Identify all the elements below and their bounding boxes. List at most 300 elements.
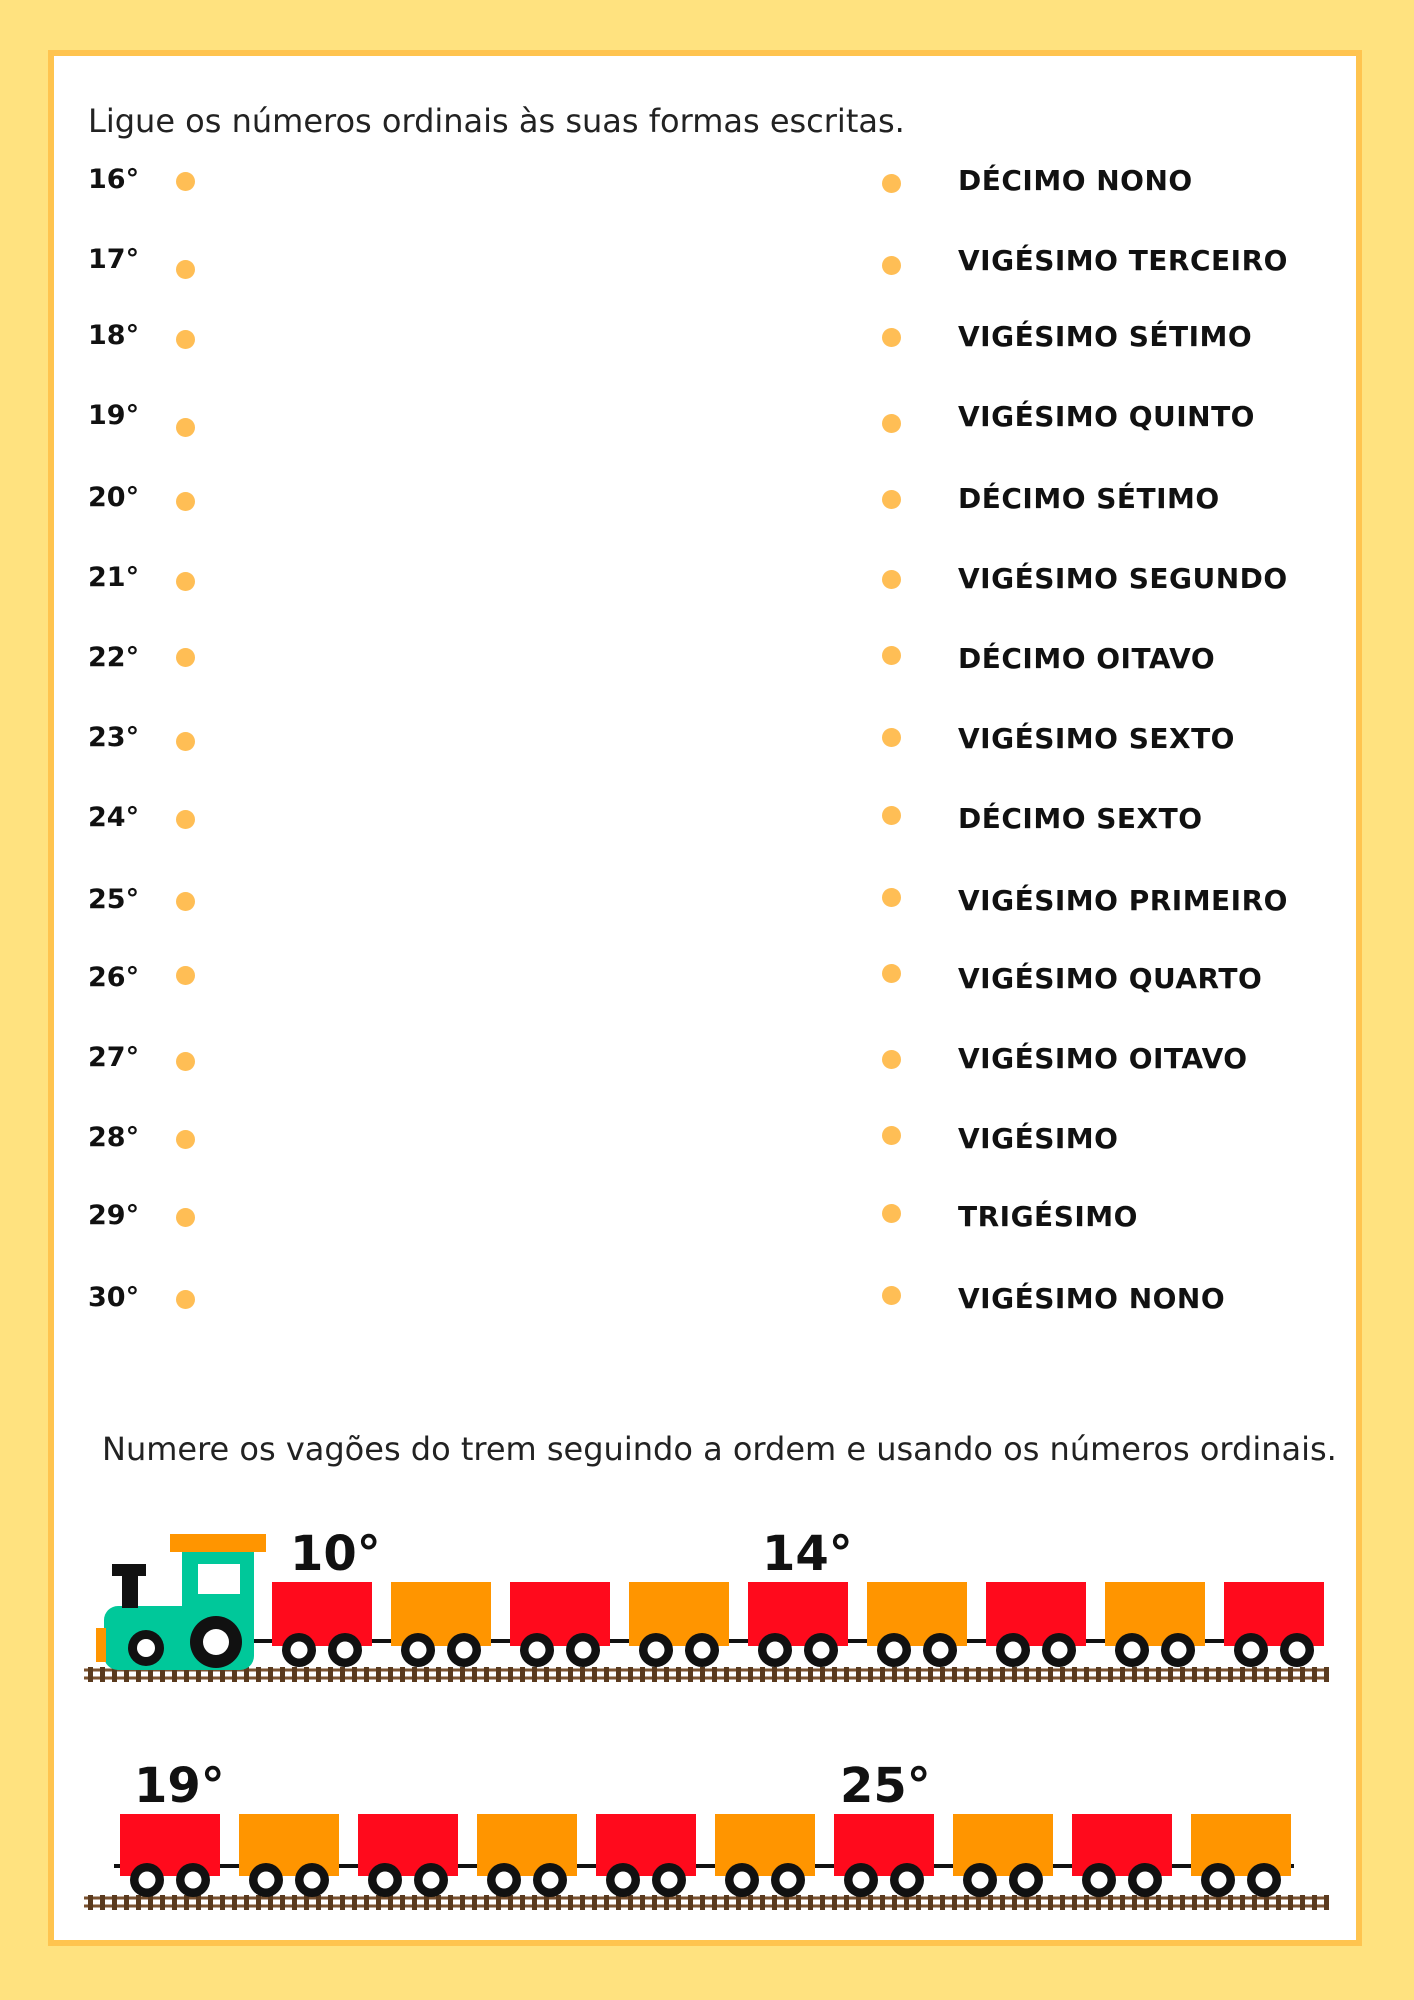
ordinal-word: VIGÉSIMO TERCEIRO — [958, 244, 1288, 277]
rail-tie — [988, 1895, 993, 1910]
rail-tie — [928, 1667, 933, 1682]
rail-tie — [796, 1895, 801, 1910]
rail-tie — [760, 1895, 765, 1910]
rail-tie — [1312, 1895, 1317, 1910]
rail-tie — [892, 1667, 897, 1682]
rail-tie — [280, 1667, 285, 1682]
rail-tie — [1036, 1895, 1041, 1910]
rail-tie — [1000, 1667, 1005, 1682]
rail-tie — [340, 1895, 345, 1910]
rail-tie — [916, 1895, 921, 1910]
rail-tie — [424, 1667, 429, 1682]
rail-tie — [124, 1895, 129, 1910]
chimney — [122, 1574, 138, 1608]
rail-tie — [448, 1667, 453, 1682]
ordinal-number: 25° — [88, 884, 140, 915]
rail-tie — [1048, 1667, 1053, 1682]
rail-tie — [400, 1667, 405, 1682]
rail-tie — [724, 1667, 729, 1682]
ordinal-word: DÉCIMO OITAVO — [958, 642, 1216, 675]
rail-tie — [940, 1895, 945, 1910]
rail-tie — [520, 1667, 525, 1682]
wagon — [510, 1582, 610, 1646]
wheel-hub — [1243, 1642, 1260, 1659]
rail-tie — [1168, 1667, 1173, 1682]
rail-tie — [820, 1895, 825, 1910]
train-2 — [84, 1758, 1329, 1910]
rail-tie — [1144, 1895, 1149, 1910]
rail-tie — [268, 1667, 273, 1682]
rail-tie — [976, 1667, 981, 1682]
wheel-hub — [1018, 1872, 1035, 1889]
train-1 — [84, 1526, 1329, 1682]
rail-tie — [676, 1667, 681, 1682]
rail-tie — [376, 1667, 381, 1682]
wheel-hub — [648, 1642, 665, 1659]
rail-tie — [616, 1895, 621, 1910]
rail-tie — [316, 1667, 321, 1682]
rail-tie — [1060, 1667, 1065, 1682]
rail-tie — [1072, 1895, 1077, 1910]
wagon — [1072, 1814, 1172, 1876]
rail-tie — [1324, 1895, 1329, 1910]
rail-tie — [640, 1895, 645, 1910]
wagon — [358, 1814, 458, 1876]
wheel-hub — [661, 1872, 678, 1889]
wagon — [629, 1582, 729, 1646]
ordinal-number: 28° — [88, 1122, 140, 1153]
rail-tie — [232, 1895, 237, 1910]
ordinal-word: TRIGÉSIMO — [958, 1200, 1138, 1233]
rail-tie — [1192, 1895, 1197, 1910]
rail-tie — [856, 1895, 861, 1910]
rail-tie — [1084, 1895, 1089, 1910]
rail-tie — [388, 1667, 393, 1682]
ordinal-number: 30° — [88, 1282, 140, 1313]
wheel-hub — [1124, 1642, 1141, 1659]
wheel-hub — [337, 1642, 354, 1659]
rail-tie — [772, 1667, 777, 1682]
wagon-label: 14° — [762, 1526, 853, 1582]
rail-tie — [1000, 1895, 1005, 1910]
wheel-hub — [767, 1642, 784, 1659]
rail-tie — [1240, 1667, 1245, 1682]
wheel-hub — [1210, 1872, 1227, 1889]
rail-tie — [244, 1895, 249, 1910]
rail-tie — [256, 1667, 261, 1682]
rail-tie — [916, 1667, 921, 1682]
rail-tie — [136, 1895, 141, 1910]
rail-tie — [784, 1895, 789, 1910]
rail-tie — [508, 1895, 513, 1910]
rail-tie — [100, 1667, 105, 1682]
wheel-hub — [615, 1872, 632, 1889]
rail-tie — [1168, 1895, 1173, 1910]
wagon — [272, 1582, 372, 1646]
rail-tie — [700, 1667, 705, 1682]
rail-tie — [712, 1667, 717, 1682]
rail-tie — [1324, 1667, 1329, 1682]
ordinal-number: 29° — [88, 1200, 140, 1231]
wagon — [1191, 1814, 1291, 1876]
wheel-hub — [1170, 1642, 1187, 1659]
wheel-hub — [456, 1642, 473, 1659]
wheel-hub — [423, 1872, 440, 1889]
rail-tie — [820, 1667, 825, 1682]
rail-tie — [1276, 1895, 1281, 1910]
wheel-hub — [780, 1872, 797, 1889]
wheel-hub — [542, 1872, 559, 1889]
ordinal-number: 16° — [88, 164, 140, 195]
rail-tie — [328, 1895, 333, 1910]
rail-tie — [988, 1667, 993, 1682]
rail-tie — [388, 1895, 393, 1910]
ordinal-number: 21° — [88, 562, 140, 593]
rail-tie — [148, 1895, 153, 1910]
rail-tie — [220, 1895, 225, 1910]
rail-tie — [724, 1895, 729, 1910]
wagon — [715, 1814, 815, 1876]
rail-tie — [532, 1667, 537, 1682]
ordinal-word: DÉCIMO SEXTO — [958, 802, 1203, 835]
wheel-hub — [258, 1872, 275, 1889]
rail-tie — [868, 1895, 873, 1910]
wagon — [748, 1582, 848, 1646]
rail-tie — [1312, 1667, 1317, 1682]
rail-tie — [1132, 1667, 1137, 1682]
wheel-hub — [1256, 1872, 1273, 1889]
rail-tie — [808, 1667, 813, 1682]
ordinal-number: 19° — [88, 400, 140, 431]
rail-tie — [1252, 1667, 1257, 1682]
rail-tie — [1108, 1895, 1113, 1910]
ordinal-number: 17° — [88, 244, 140, 275]
rail-tie — [952, 1667, 957, 1682]
rail-tie — [664, 1667, 669, 1682]
wheel-hub — [853, 1872, 870, 1889]
rail-tie — [844, 1895, 849, 1910]
locomotive-roof — [170, 1534, 266, 1552]
rail-tie — [460, 1667, 465, 1682]
ordinal-number: 18° — [88, 320, 140, 351]
rail-tie — [568, 1667, 573, 1682]
rail-tie — [580, 1895, 585, 1910]
ordinal-word: VIGÉSIMO OITAVO — [958, 1042, 1248, 1075]
rail-tie — [688, 1667, 693, 1682]
rail-tie — [424, 1895, 429, 1910]
ordinal-number: 20° — [88, 482, 140, 513]
rail-tie — [784, 1667, 789, 1682]
ordinal-word: DÉCIMO NONO — [958, 164, 1193, 197]
ordinal-word: VIGÉSIMO NONO — [958, 1282, 1226, 1315]
rail-tie — [1060, 1895, 1065, 1910]
rail-tie — [304, 1895, 309, 1910]
wheel-hub — [886, 1642, 903, 1659]
wheel-hub — [734, 1872, 751, 1889]
rail-tie — [676, 1895, 681, 1910]
rail-tie — [652, 1895, 657, 1910]
rail-tie — [1012, 1667, 1017, 1682]
rail-tie — [1048, 1895, 1053, 1910]
rail-tie — [964, 1667, 969, 1682]
rail-tie — [88, 1667, 93, 1682]
rail-tie — [208, 1895, 213, 1910]
wheel-hub — [529, 1642, 546, 1659]
rail-tie — [364, 1895, 369, 1910]
wagon-label: 25° — [840, 1758, 931, 1814]
rail-tie — [1120, 1895, 1125, 1910]
wheel-hub — [410, 1642, 427, 1659]
rail-tie — [1288, 1895, 1293, 1910]
rail-tie — [88, 1895, 93, 1910]
ordinal-number: 23° — [88, 722, 140, 753]
rail-tie — [1216, 1667, 1221, 1682]
rail-tie — [532, 1895, 537, 1910]
rail-tie — [868, 1667, 873, 1682]
rail-tie — [472, 1667, 477, 1682]
rail-tie — [1180, 1667, 1185, 1682]
rail-tie — [772, 1895, 777, 1910]
rail-tie — [556, 1895, 561, 1910]
wheel-hub — [899, 1872, 916, 1889]
rail-tie — [1072, 1667, 1077, 1682]
rail-tie — [796, 1667, 801, 1682]
wagon-label: 19° — [134, 1758, 225, 1814]
rail-tie — [484, 1667, 489, 1682]
wagon — [120, 1814, 220, 1876]
rail-tie — [1228, 1667, 1233, 1682]
rail-tie — [1012, 1895, 1017, 1910]
rail-tie — [760, 1667, 765, 1682]
ordinal-word: VIGÉSIMO SEGUNDO — [958, 562, 1288, 595]
rail-tie — [244, 1667, 249, 1682]
rail-tie — [628, 1895, 633, 1910]
rail-tie — [1228, 1895, 1233, 1910]
rail-tie — [712, 1895, 717, 1910]
matching-instruction: Ligue os números ordinais às suas formas escritas. — [88, 102, 905, 140]
rail-tie — [544, 1667, 549, 1682]
ordinal-number: 27° — [88, 1042, 140, 1073]
wheel-hub — [932, 1642, 949, 1659]
rail-tie — [1252, 1895, 1257, 1910]
rail-tie — [856, 1667, 861, 1682]
rail-tie — [640, 1667, 645, 1682]
rail-tie — [316, 1895, 321, 1910]
wheel-hub — [813, 1642, 830, 1659]
rail-tie — [100, 1895, 105, 1910]
wagon — [986, 1582, 1086, 1646]
rail-tie — [748, 1895, 753, 1910]
wheel-hub — [1289, 1642, 1306, 1659]
rail-tie — [484, 1895, 489, 1910]
rail-tie — [520, 1895, 525, 1910]
rail-tie — [448, 1895, 453, 1910]
rail-tie — [496, 1895, 501, 1910]
rail-tie — [904, 1895, 909, 1910]
rail-tie — [256, 1895, 261, 1910]
wheel-hub — [1051, 1642, 1068, 1659]
rail-tie — [592, 1895, 597, 1910]
rail-tie — [748, 1667, 753, 1682]
wagon — [953, 1814, 1053, 1876]
rail-tie — [652, 1667, 657, 1682]
rail-tie — [580, 1667, 585, 1682]
rail-tie — [1108, 1667, 1113, 1682]
wheel-hub — [575, 1642, 592, 1659]
rail-tie — [688, 1895, 693, 1910]
rail-tie — [1180, 1895, 1185, 1910]
rail-tie — [1300, 1895, 1305, 1910]
rail-tie — [280, 1895, 285, 1910]
rail-tie — [1192, 1667, 1197, 1682]
rail-tie — [1156, 1895, 1161, 1910]
wagon — [596, 1814, 696, 1876]
rail-tie — [1084, 1667, 1089, 1682]
rail-tie — [364, 1667, 369, 1682]
rail-tie — [412, 1895, 417, 1910]
rail-tie — [184, 1895, 189, 1910]
ordinal-word: VIGÉSIMO — [958, 1122, 1119, 1155]
rail-tie — [328, 1667, 333, 1682]
rail-tie — [1024, 1667, 1029, 1682]
rail-tie — [340, 1667, 345, 1682]
rail-tie — [556, 1667, 561, 1682]
rail-tie — [736, 1667, 741, 1682]
rail-tie — [460, 1895, 465, 1910]
wagon — [391, 1582, 491, 1646]
ordinal-word: VIGÉSIMO QUARTO — [958, 962, 1263, 995]
rail-tie — [1024, 1895, 1029, 1910]
rail-tie — [832, 1667, 837, 1682]
worksheet — [48, 50, 1362, 1946]
wheel-hub — [1005, 1642, 1022, 1659]
rail-tie — [940, 1667, 945, 1682]
ordinal-word: DÉCIMO SÉTIMO — [958, 482, 1220, 515]
train-instruction: Numere os vagões do trem seguindo a ordem e usando os números ordinais. — [102, 1430, 1337, 1468]
rail-tie — [496, 1667, 501, 1682]
ordinal-number: 24° — [88, 802, 140, 833]
rail-tie — [352, 1667, 357, 1682]
rail-tie — [1264, 1895, 1269, 1910]
wheel-hub — [1137, 1872, 1154, 1889]
rail-tie — [508, 1667, 513, 1682]
wheel-hub — [694, 1642, 711, 1659]
rail-tie — [352, 1895, 357, 1910]
wagon-label: 10° — [290, 1526, 381, 1582]
rail-tie — [568, 1895, 573, 1910]
rail-tie — [472, 1895, 477, 1910]
rail-tie — [292, 1895, 297, 1910]
rail-tie — [736, 1895, 741, 1910]
rail-tie — [1132, 1895, 1137, 1910]
wheel-hub — [1091, 1872, 1108, 1889]
rail-tie — [1216, 1895, 1221, 1910]
rail-tie — [292, 1667, 297, 1682]
rail-tie — [1204, 1667, 1209, 1682]
rail-tie — [604, 1667, 609, 1682]
rail-tie — [592, 1667, 597, 1682]
rail-tie — [664, 1895, 669, 1910]
rail-tie — [1264, 1667, 1269, 1682]
rail-tie — [268, 1895, 273, 1910]
rail-tie — [904, 1667, 909, 1682]
rail-tie — [172, 1895, 177, 1910]
rail-tie — [844, 1667, 849, 1682]
rail-tie — [1036, 1667, 1041, 1682]
rail-tie — [928, 1895, 933, 1910]
wheel-hub — [203, 1629, 229, 1655]
locomotive-window — [198, 1564, 240, 1594]
rail-tie — [1096, 1895, 1101, 1910]
ordinal-word: VIGÉSIMO QUINTO — [958, 400, 1255, 433]
rail-tie — [160, 1895, 165, 1910]
wagon — [1105, 1582, 1205, 1646]
rail-tie — [436, 1667, 441, 1682]
rail-tie — [436, 1895, 441, 1910]
rail-tie — [880, 1667, 885, 1682]
wheel-hub — [304, 1872, 321, 1889]
rail-tie — [196, 1895, 201, 1910]
rail-tie — [604, 1895, 609, 1910]
ordinal-word: VIGÉSIMO SÉTIMO — [958, 320, 1253, 353]
rail-tie — [376, 1895, 381, 1910]
rail-tie — [1096, 1667, 1101, 1682]
rail-tie — [628, 1667, 633, 1682]
rail-tie — [808, 1895, 813, 1910]
rail-tie — [400, 1895, 405, 1910]
ordinal-word: VIGÉSIMO SEXTO — [958, 722, 1235, 755]
rail-tie — [112, 1895, 117, 1910]
rail-tie — [832, 1895, 837, 1910]
ordinal-word: VIGÉSIMO PRIMEIRO — [958, 884, 1288, 917]
ordinal-number: 22° — [88, 642, 140, 673]
rail-tie — [892, 1895, 897, 1910]
wheel-hub — [291, 1642, 308, 1659]
wheel-hub — [185, 1872, 202, 1889]
train-exercise — [54, 56, 1356, 1940]
wagon — [239, 1814, 339, 1876]
wheel-hub — [137, 1639, 155, 1657]
wagon — [867, 1582, 967, 1646]
rail-tie — [1204, 1895, 1209, 1910]
rail-tie — [964, 1895, 969, 1910]
rail-tie — [412, 1667, 417, 1682]
bumper — [96, 1628, 106, 1662]
rail-tie — [616, 1667, 621, 1682]
wheel-hub — [139, 1872, 156, 1889]
rail-tie — [1240, 1895, 1245, 1910]
rail-tie — [1288, 1667, 1293, 1682]
wheel-hub — [377, 1872, 394, 1889]
rail-tie — [1144, 1667, 1149, 1682]
wheel-hub — [496, 1872, 513, 1889]
ordinal-number: 26° — [88, 962, 140, 993]
rail-tie — [544, 1895, 549, 1910]
wheel-hub — [972, 1872, 989, 1889]
rail-tie — [1300, 1667, 1305, 1682]
rail-tie — [1156, 1667, 1161, 1682]
rail-tie — [976, 1895, 981, 1910]
wagon — [834, 1814, 934, 1876]
wagon — [477, 1814, 577, 1876]
wagon — [1224, 1582, 1324, 1646]
rail-tie — [700, 1895, 705, 1910]
rail-tie — [952, 1895, 957, 1910]
rail-tie — [1120, 1667, 1125, 1682]
rail-tie — [880, 1895, 885, 1910]
rail-tie — [1276, 1667, 1281, 1682]
rail-tie — [304, 1667, 309, 1682]
